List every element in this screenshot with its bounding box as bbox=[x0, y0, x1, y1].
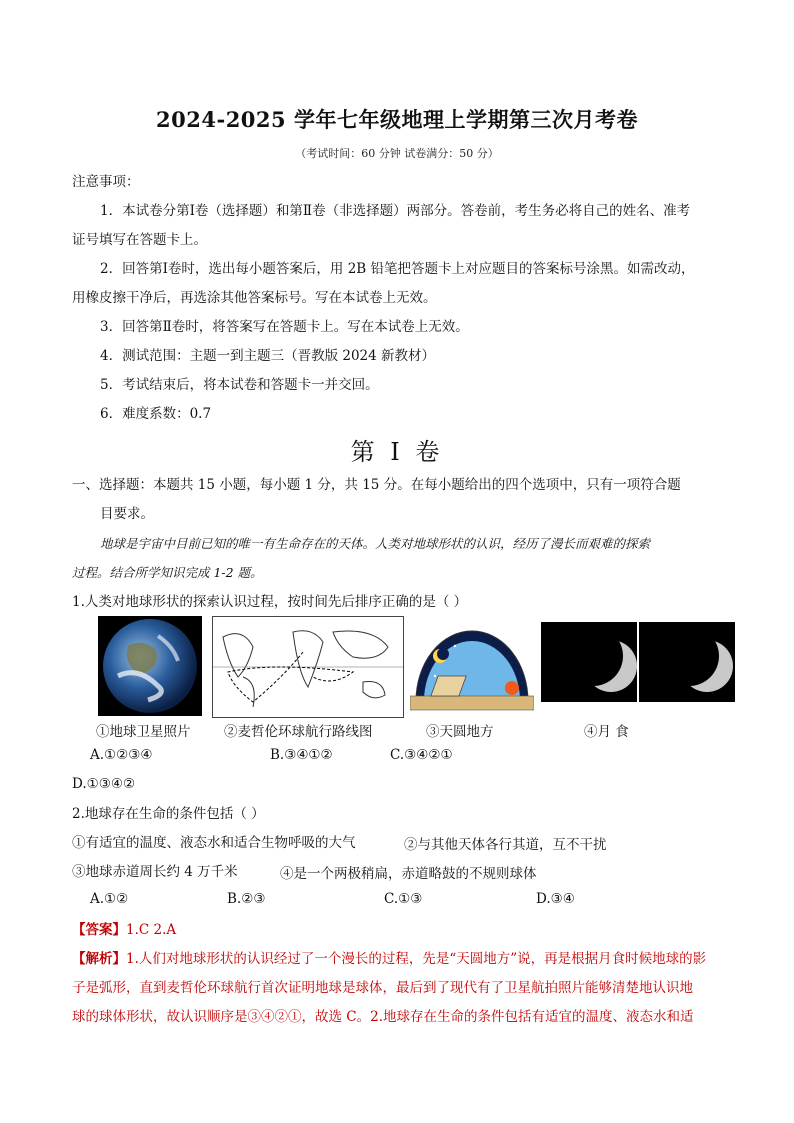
analysis-line-2: 子是弧形，直到麦哲伦环球航行首次证明地球是球体，最后到了现代有了卫星航拍照片能够清楚地认识地 bbox=[72, 980, 693, 996]
part1-instruction-2: 目要求。 bbox=[100, 506, 154, 522]
notice-item-5: 5．考试结束后，将本试卷和答题卡一并交回。 bbox=[100, 377, 379, 393]
q1-option-b[interactable]: B.③④①② bbox=[270, 747, 333, 763]
section-title: 第 I 卷 bbox=[350, 438, 444, 466]
caption-lunar-eclipse: ④月 食 bbox=[584, 724, 629, 740]
notice-item-1b: 证号填写在答题卡上。 bbox=[72, 232, 207, 248]
lunar-eclipse-photo bbox=[541, 622, 735, 702]
analysis-label: 【解析】 bbox=[72, 951, 126, 967]
answer-text: 1.C 2.A bbox=[126, 922, 177, 938]
q2-option-a[interactable]: A.①② bbox=[90, 891, 129, 907]
analysis-text-1: 1.人们对地球形状的认识经过了一个漫长的过程，先是“天圆地方”说，再是根据月食时候地球的影 bbox=[126, 951, 707, 967]
part1-instruction-1: 一、选择题：本题共 15 小题，每小题 1 分，共 15 分。在每小题给出的四个选项中，只有一项符合题 bbox=[72, 477, 681, 493]
q2-option-b[interactable]: B.②③ bbox=[227, 891, 266, 907]
notice-item-2a: 2．回答第Ⅰ卷时，选出每小题答案后，用 2B 铅笔把答题卡上对应题目的答案标号涂黑。如需改动， bbox=[100, 261, 695, 277]
caption-earth-photo: ①地球卫星照片 bbox=[96, 724, 191, 740]
notice-heading: 注意事项： bbox=[72, 174, 140, 190]
earth-satellite-photo bbox=[98, 616, 202, 716]
q1-option-c[interactable]: C.③④②① bbox=[390, 747, 453, 763]
q2-statement-4: ④是一个两极稍扁，赤道略鼓的不规则球体 bbox=[280, 866, 537, 882]
round-sky-square-earth-diagram bbox=[410, 616, 534, 716]
answer-line bbox=[72, 920, 176, 940]
q1-option-a[interactable]: A.①②③④ bbox=[90, 747, 153, 763]
passage-line-1: 地球是宇宙中目前已知的唯一有生命存在的天体。人类对地球形状的认识，经历了漫长而艰难的探索 bbox=[100, 536, 651, 551]
exam-info: （考试时间：60 分钟 试卷满分：50 分） bbox=[295, 147, 499, 160]
analysis-line-3: 球的球体形状，故认识顺序是③④②①，故选 C。2.地球存在生命的条件包括有适宜的温度、液态水和适 bbox=[72, 1009, 694, 1025]
q2-statement-3: ③地球赤道周长约 4 万千米 bbox=[72, 864, 238, 880]
notice-item-3: 3．回答第Ⅱ卷时，将答案写在答题卡上。写在本试卷上无效。 bbox=[100, 319, 469, 335]
q2-stem: 2.地球存在生命的条件包括（ ） bbox=[72, 806, 265, 822]
notice-item-6: 6．难度系数：0.7 bbox=[100, 406, 212, 422]
page-title: 2024-2025 学年七年级地理上学期第三次月考卷 bbox=[156, 107, 638, 132]
q2-option-c[interactable]: C.①③ bbox=[384, 891, 423, 907]
q1-stem: 1.人类对地球形状的探索认识过程，按时间先后排序正确的是（ ） bbox=[72, 594, 468, 610]
notice-item-2b: 用橡皮擦干净后，再选涂其他答案标号。写在本试卷上无效。 bbox=[72, 290, 437, 306]
q1-option-d[interactable]: D.①③④② bbox=[72, 776, 136, 792]
q2-option-d[interactable]: D.③④ bbox=[536, 891, 575, 907]
notice-item-4: 4．测试范围：主题一到主题三（晋教版 2024 新教材） bbox=[100, 348, 436, 364]
passage-line-2: 过程。结合所学知识完成 1-2 题。 bbox=[72, 565, 263, 580]
answer-label: 【答案】 bbox=[72, 922, 126, 938]
notice-item-1a: 1．本试卷分第Ⅰ卷（选择题）和第Ⅱ卷（非选择题）两部分。答卷前，考生务必将自己的姓名、准考 bbox=[100, 203, 691, 219]
q2-statement-1: ①有适宜的温度、液态水和适合生物呼吸的大气 bbox=[72, 835, 356, 851]
magellan-route-map bbox=[212, 616, 404, 718]
q2-statement-2: ②与其他天体各行其道，互不干扰 bbox=[404, 837, 607, 853]
analysis-line-1 bbox=[72, 949, 706, 969]
caption-round-sky: ③天圆地方 bbox=[426, 724, 494, 740]
caption-magellan-map: ②麦哲伦环球航行路线图 bbox=[224, 724, 373, 740]
